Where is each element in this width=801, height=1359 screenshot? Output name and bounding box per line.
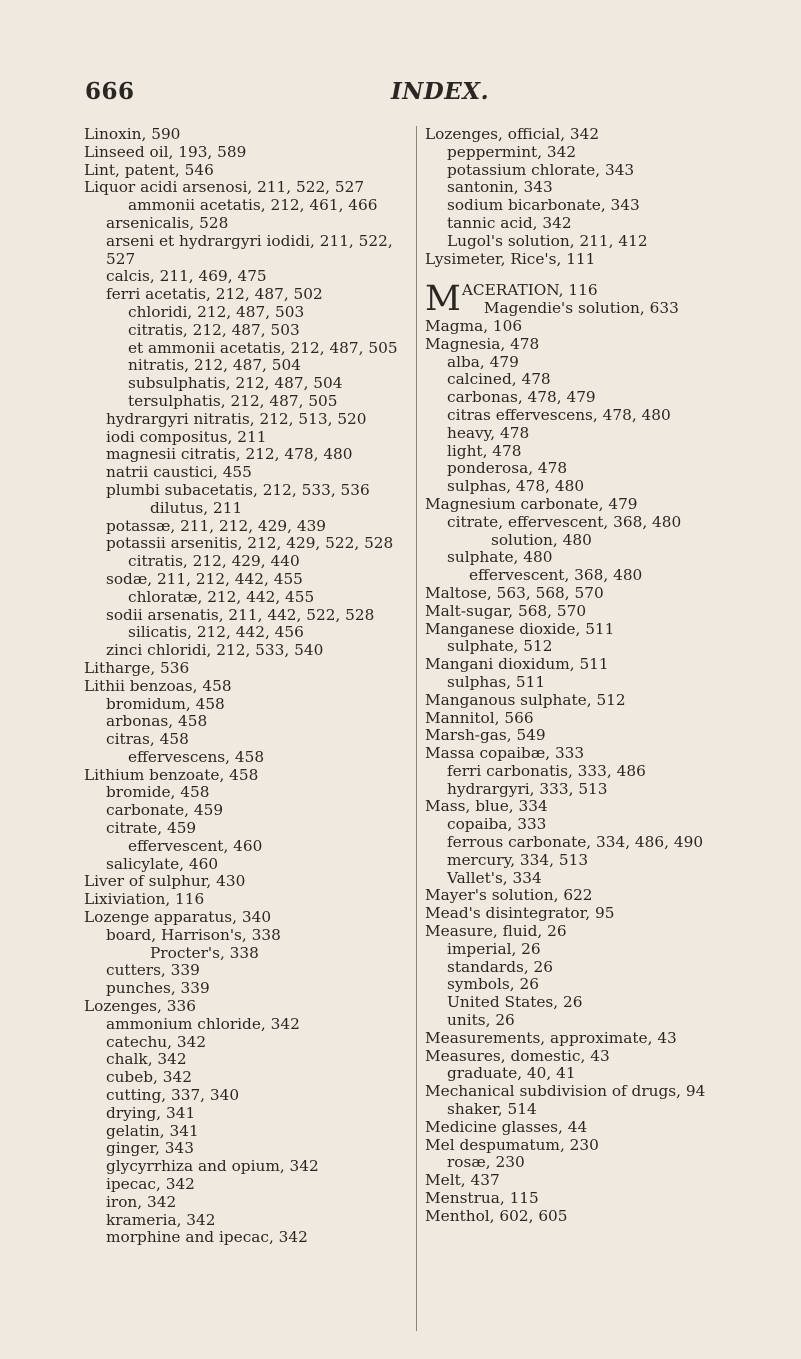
- index-entry: ponderosa, 478: [447, 459, 568, 478]
- index-entry: Measurements, approximate, 43: [425, 1028, 677, 1047]
- index-entry: Marsh-gas, 549: [425, 726, 546, 745]
- index-entry: Mass, blue, 334: [425, 797, 548, 816]
- index-entry: heavy, 478: [447, 423, 530, 442]
- index-entry: board, Harrison's, 338: [106, 925, 281, 944]
- index-entry: Lysimeter, Rice's, 111: [425, 249, 596, 268]
- index-entry: gelatin, 341: [106, 1121, 199, 1140]
- index-entry: ammonii acetatis, 212, 461, 466: [128, 196, 378, 215]
- index-entry: graduate, 40, 41: [447, 1064, 576, 1083]
- index-entry: Lozenge apparatus, 340: [84, 908, 272, 927]
- index-group-m: [425, 318, 795, 1226]
- index-entry: Mel despumatum, 230: [425, 1135, 599, 1154]
- index-entry: Lozenges, official, 342: [425, 125, 600, 143]
- index-entry: cubeb, 342: [106, 1068, 192, 1087]
- index-entry: santonin, 343: [447, 178, 553, 197]
- index-entry: chloridi, 212, 487, 503: [128, 302, 305, 321]
- index-entry: ammonium chloride, 342: [106, 1014, 300, 1033]
- index-entry: natrii caustici, 455: [106, 463, 252, 482]
- index-entry: shaker, 514: [447, 1100, 537, 1119]
- index-entry: imperial, 26: [447, 939, 541, 958]
- index-entry: mercury, 334, 513: [447, 850, 589, 869]
- index-entry: Massa copaibæ, 333: [425, 744, 585, 763]
- index-entry: morphine and ipecac, 342: [106, 1228, 308, 1247]
- index-entry: Litharge, 536: [84, 658, 190, 677]
- index-entry: Procter's, 338: [150, 943, 259, 962]
- dropcap-letter: M: [425, 279, 461, 320]
- index-entry: drying, 341: [106, 1103, 196, 1122]
- index-entry: carbonate, 459: [106, 801, 224, 820]
- index-entry: catechu, 342: [106, 1032, 207, 1051]
- index-entry: Menthol, 602, 605: [425, 1206, 568, 1225]
- index-entry: citratis, 212, 429, 440: [128, 552, 300, 571]
- index-entry: Measures, domestic, 43: [425, 1046, 610, 1065]
- index-entry: Liquor acidi arsenosi, 211, 522, 527: [84, 178, 365, 197]
- index-entry: Malt-sugar, 568, 570: [425, 601, 587, 620]
- index-entry: citratis, 212, 487, 503: [128, 320, 300, 339]
- index-entry: dilutus, 211: [150, 498, 243, 517]
- column-divider: [416, 126, 417, 1331]
- index-entry: units, 26: [447, 1011, 515, 1030]
- index-entry: chalk, 342: [106, 1050, 187, 1069]
- index-entry: iron, 342: [106, 1192, 177, 1211]
- index-entry: bromide, 458: [106, 783, 210, 802]
- index-entry: ferri acetatis, 212, 487, 502: [106, 285, 323, 304]
- index-entry: sulphate, 480: [447, 548, 553, 567]
- index-entry: potassii arsenitis, 212, 429, 522, 528: [106, 534, 394, 553]
- index-entry: sodii arsenatis, 211, 442, 522, 528: [106, 605, 375, 624]
- index-entry: sodium bicarbonate, 343: [447, 196, 640, 215]
- page-title: INDEX.: [391, 78, 490, 105]
- index-entry: Menstrua, 115: [425, 1189, 539, 1208]
- index-entry: hydrargyri, 333, 513: [447, 779, 608, 798]
- index-entry: Linseed oil, 193, 589: [84, 142, 247, 161]
- index-entry: 527: [106, 249, 136, 268]
- index-entry: United States, 26: [447, 993, 583, 1012]
- index-entry: salicylate, 460: [106, 854, 219, 873]
- index-entry: Lint, patent, 546: [84, 160, 214, 179]
- index-entry: Maltose, 563, 568, 570: [425, 583, 604, 602]
- index-entry-text: Magendie's solution, 633: [483, 299, 679, 318]
- index-entry: calcined, 478: [447, 370, 551, 389]
- index-entry: effervescent, 368, 480: [469, 566, 643, 585]
- index-entry: alba, 479: [447, 352, 519, 371]
- index-entry: Vallet's, 334: [447, 868, 542, 887]
- index-entry: ferrous carbonate, 334, 486, 490: [447, 833, 704, 852]
- index-entry: citrate, 459: [106, 819, 197, 838]
- index-entry: Mead's disintegrator, 95: [425, 904, 615, 923]
- index-entry: zinci chloridi, 212, 533, 540: [106, 641, 324, 660]
- index-entry: light, 478: [447, 441, 522, 460]
- index-column-right: [425, 126, 795, 1226]
- index-entry: ipecac, 342: [106, 1175, 195, 1194]
- index-entry: iodi compositus, 211: [106, 427, 267, 446]
- index-entry: sulphate, 512: [447, 637, 553, 656]
- index-entry: chloratæ, 212, 442, 455: [128, 587, 315, 606]
- index-entry: Lithium benzoate, 458: [84, 765, 259, 784]
- index-entry: arsenicalis, 528: [106, 213, 229, 232]
- index-entry: peppermint, 342: [447, 142, 577, 161]
- index-entry: Liver of sulphur, 430: [84, 872, 246, 891]
- index-entry: tersulphatis, 212, 487, 505: [128, 391, 338, 410]
- index-entry: arbonas, 458: [106, 712, 208, 731]
- index-entry: rosæ, 230: [447, 1153, 525, 1172]
- index-entry: symbols, 26: [447, 975, 539, 994]
- index-entry: cutting, 337, 340: [106, 1086, 240, 1105]
- index-entry: plumbi subacetatis, 212, 533, 536: [106, 480, 370, 499]
- index-entry: solution, 480: [491, 530, 592, 549]
- index-entry: magnesii citratis, 212, 478, 480: [106, 445, 353, 464]
- index-entry: Magnesia, 478: [425, 334, 540, 353]
- index-entry: carbonas, 478, 479: [447, 388, 596, 407]
- index-entry: citras, 458: [106, 730, 189, 749]
- index-entry: tannic acid, 342: [447, 213, 572, 232]
- index-entry: cutters, 339: [106, 961, 200, 980]
- index-entry: Mayer's solution, 622: [425, 886, 593, 905]
- index-group-l-continued: [425, 126, 795, 268]
- index-entry: effervescens, 458: [128, 747, 265, 766]
- index-entry: effervescent, 460: [128, 836, 263, 855]
- index-entry: hydrargyri nitratis, 212, 513, 520: [106, 409, 367, 428]
- index-entry: potassæ, 211, 212, 429, 439: [106, 516, 327, 535]
- index-entry: Linoxin, 590: [84, 125, 181, 143]
- index-entry: subsulphatis, 212, 487, 504: [128, 374, 343, 393]
- index-entry: Magma, 106: [425, 316, 523, 335]
- index-entry: Melt, 437: [425, 1171, 500, 1190]
- index-entry: ferri carbonatis, 333, 486: [447, 761, 646, 780]
- index-entry: sulphas, 478, 480: [447, 477, 585, 496]
- index-entry: sodæ, 211, 212, 442, 455: [106, 569, 303, 588]
- index-entry: Measure, fluid, 26: [425, 922, 567, 941]
- index-entry: Lithii benzoas, 458: [84, 676, 232, 695]
- index-entry: nitratis, 212, 487, 504: [128, 356, 301, 375]
- page-header: [0, 78, 801, 108]
- index-entry: copaiba, 333: [447, 815, 547, 834]
- index-entry: bromidum, 458: [106, 694, 225, 713]
- index-entry: sulphas, 511: [447, 672, 546, 691]
- index-entry: et ammonii acetatis, 212, 487, 505: [128, 338, 398, 357]
- index-entry: Magnesium carbonate, 479: [425, 494, 638, 513]
- index-entry: calcis, 211, 469, 475: [106, 267, 267, 286]
- index-entry: silicatis, 212, 442, 456: [128, 623, 304, 642]
- index-entry: ginger, 343: [106, 1139, 194, 1158]
- index-entry: citras effervescens, 478, 480: [447, 405, 671, 424]
- index-entry: ACERATION, 116: [461, 281, 598, 300]
- index-entry: Mannitol, 566: [425, 708, 534, 727]
- section-m-heading: [425, 279, 795, 320]
- index-column-left: [84, 126, 414, 1247]
- index-entry: potassium chlorate, 343: [447, 160, 635, 179]
- index-entry: arseni et hydrargyri iodidi, 211, 522,: [106, 231, 393, 250]
- index-entry: krameria, 342: [106, 1210, 216, 1229]
- index-entry: punches, 339: [106, 979, 210, 998]
- index-entry: glycyrrhiza and opium, 342: [106, 1157, 319, 1176]
- index-entry: Mechanical subdivision of drugs, 94: [425, 1082, 706, 1101]
- index-entry: Lixiviation, 116: [84, 890, 205, 909]
- index-entry: Manganous sulphate, 512: [425, 690, 626, 709]
- index-entry: Lugol's solution, 211, 412: [447, 231, 648, 250]
- index-entry: Medicine glasses, 44: [425, 1117, 588, 1136]
- page-number: 666: [85, 78, 135, 105]
- index-entry: Mangani dioxidum, 511: [425, 655, 609, 674]
- index-entry: standards, 26: [447, 957, 554, 976]
- index-entry: citrate, effervescent, 368, 480: [447, 512, 682, 531]
- index-entry: [425, 300, 795, 318]
- index-entry: Lozenges, 336: [84, 997, 196, 1016]
- index-entry: Manganese dioxide, 511: [425, 619, 615, 638]
